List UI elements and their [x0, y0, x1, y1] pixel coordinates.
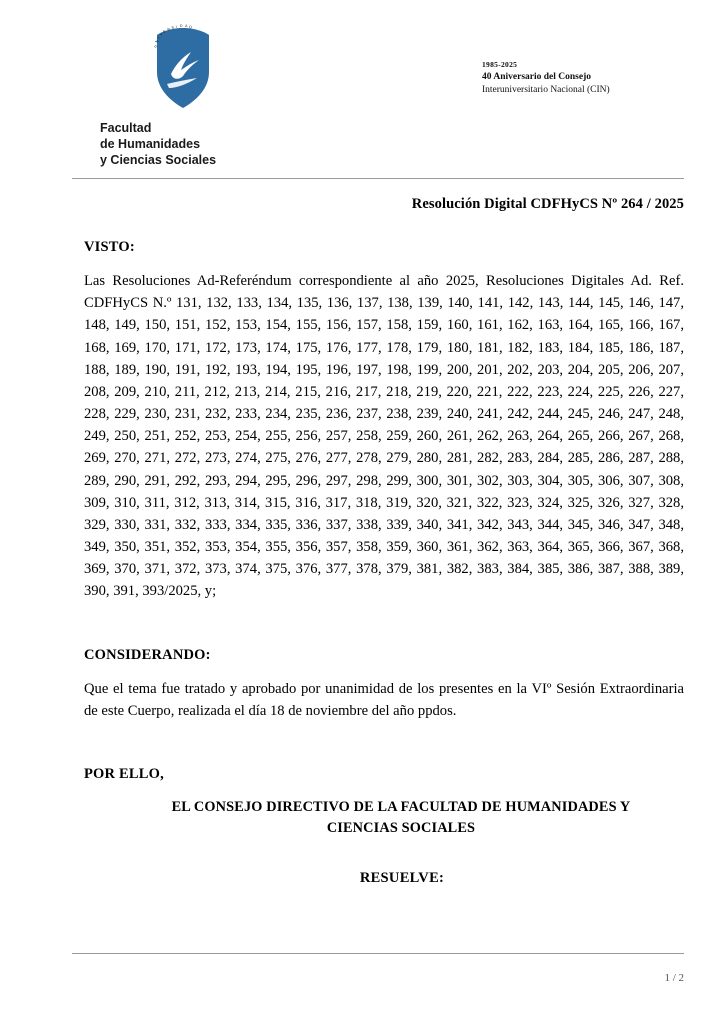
svg-text:U: U: [152, 44, 158, 49]
anniversary-line-1: 40 Aniversario del Consejo: [482, 71, 591, 82]
shield-icon: [147, 22, 219, 114]
svg-text:I: I: [156, 36, 160, 40]
svg-text:N: N: [154, 39, 159, 44]
university-logo: [90, 22, 275, 168]
visto-text: Las Resoluciones Ad-Referéndum correspondiente al año 2025, Resoluciones Digitales Ad. Ref. CDFHyCS N.º 131, 132, 133, 134, 135, 136, 137, 138, 139, 140, 141, 142, 143, 144, 145, 146, 147, 148, 149, 150, 151, 152, 153, 154, 155, 156, 157, 158, 159, 160, 161, 162, 163, 164, 165, 166, 167, 168, 169, 170, 171, 172, 173, 174, 175, 176, 177, 178, 179, 180, 181, 182, 183, 184, 185, 186, 187, 188, 189, 190, 191, 192, 193, 194, 195, 196, 197, 198, 199, 200, 201, 202, 203, 204, 205, 206, 207, 208, 209, 210, 211, 212, 213, 214, 215, 216, 217, 218, 219, 220, 221, 222, 223, 224, 225, 226, 227, 228, 229, 230, 231, 232, 233, 234, 235, 236, 237, 238, 239, 240, 241, 242, 244, 245, 246, 247, 248, 249, 250, 251, 252, 253, 254, 255, 256, 257, 258, 259, 260, 261, 262, 263, 264, 265, 266, 267, 268, 269, 270, 271, 272, 273, 274, 275, 276, 277, 278, 279, 280, 281, 282, 283, 284, 285, 286, 287, 288, 289, 290, 291, 292, 293, 294, 295, 296, 297, 298, 299, 300, 301, 302, 303, 304, 305, 306, 307, 308, 309, 310, 311, 312, 313, 314, 315, 316, 317, 318, 319, 320, 321, 322, 323, 324, 325, 326, 327, 328, 329, 330, 331, 332, 333, 334, 335, 336, 337, 338, 339, 340, 341, 342, 343, 344, 345, 346, 347, 348, 349, 350, 351, 352, 353, 354, 355, 356, 357, 358, 359, 360, 361, 362, 363, 364, 365, 366, 367, 368, 369, 370, 371, 372, 373, 374, 375, 376, 377, 378, 379, 381, 382, 383, 384, 385, 386, 387, 388, 389, 390, 391, 393/2025, y;: [84, 273, 684, 600]
svg-text:S: S: [170, 25, 175, 30]
header-divider: [72, 178, 684, 179]
footer-divider: [72, 953, 684, 954]
university-shield-logo: [147, 22, 219, 114]
svg-text:R: R: [166, 27, 171, 32]
governing-body-name: EL CONSEJO DIRECTIVO DE LA FACULTAD DE HUMANIDADES Y CIENCIAS SOCIALES: [171, 798, 631, 837]
svg-text:V: V: [158, 32, 163, 37]
faculty-line-1: Facultad: [100, 121, 152, 135]
considerando-text: Que el tema fue tratado y aprobado por unanimidad de los presentes en la VIº Sesión Extraordinaria de este Cuerpo, realizada el día 18 de noviembre del año ppdos.: [84, 680, 684, 719]
svg-text:E: E: [161, 29, 167, 34]
anniversary-line-2: Interuniversitario Nacional (CIN): [482, 85, 610, 96]
page-number: 1 / 2: [664, 972, 684, 984]
svg-text:A: A: [184, 24, 188, 29]
anniversary-block: [482, 60, 610, 98]
faculty-line-3: y Ciencias Sociales: [100, 153, 217, 167]
resolution-title: Resolución Digital CDFHyCS Nº 264 / 2025: [411, 196, 684, 212]
anniversary-years: 1985-2025: [482, 60, 518, 69]
faculty-line-2: de Humanidades: [100, 137, 201, 151]
visto-label: VISTO:: [84, 239, 135, 255]
svg-text:I: I: [174, 24, 177, 29]
considerando-label: CONSIDERANDO:: [84, 646, 211, 663]
document-body: [84, 196, 684, 887]
por-ello-label: POR ELLO,: [84, 765, 164, 782]
document-header: [72, 22, 684, 167]
resuelve-label: RESUELVE:: [359, 869, 445, 886]
svg-text:D: D: [179, 23, 183, 28]
faculty-name: [90, 120, 275, 168]
svg-text:D: D: [188, 25, 192, 30]
